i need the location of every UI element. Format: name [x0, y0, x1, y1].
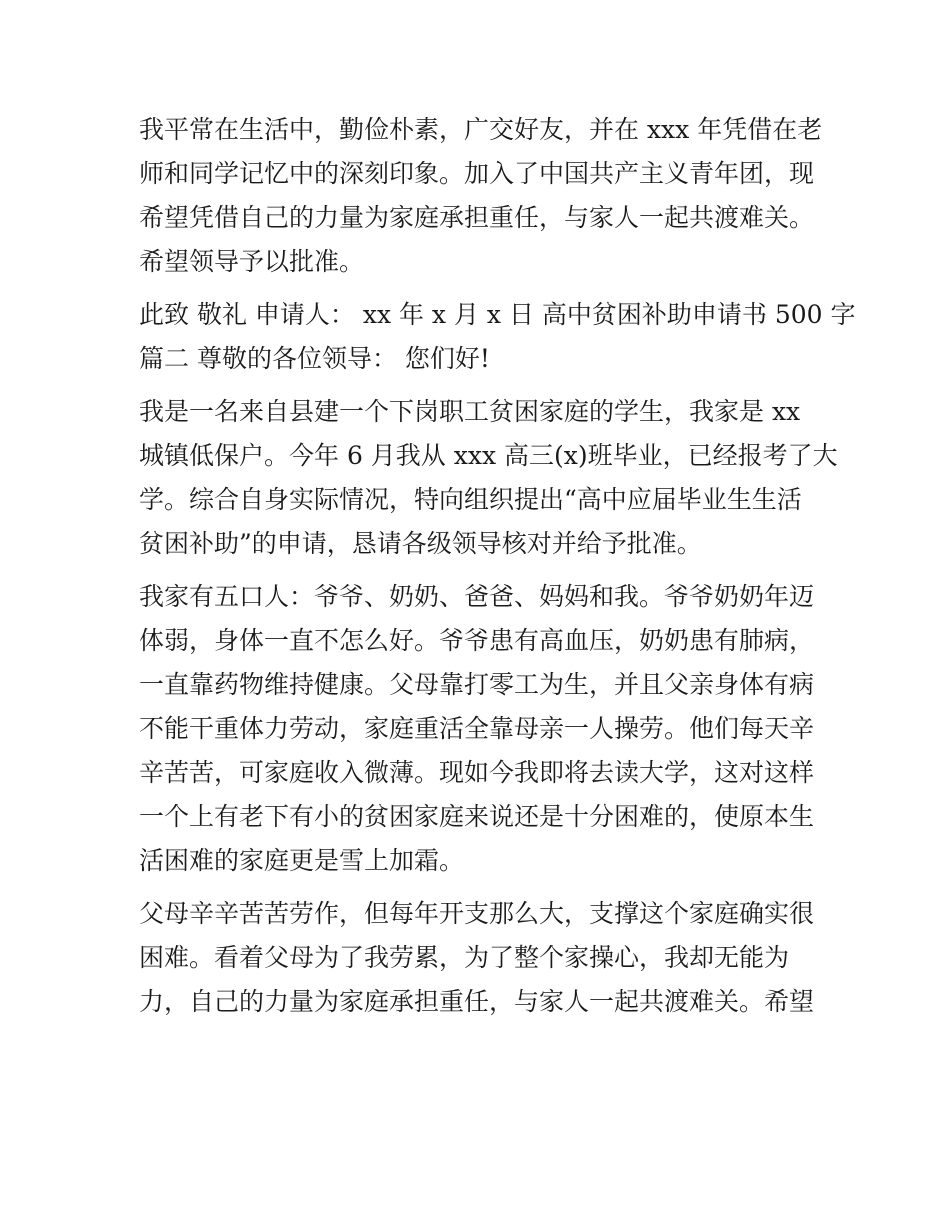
- paragraph-2: [139, 293, 856, 381]
- paragraph-line: 我家有五口人：爷爷、奶奶、爸爸、妈妈和我。爷爷奶奶年迈: [139, 582, 815, 611]
- paragraph-line: 城镇低保户。今年 6 月我从 xxx 高三(x)班毕业，已经报考了大: [139, 441, 838, 470]
- paragraph-line: 贫困补助”的申请，恳请各级领导核对并给予批准。: [139, 529, 702, 558]
- paragraph-line: 学。综合自身实际情况，特向组织提出“高中应届毕业生生活: [139, 485, 802, 514]
- paragraph-3: [139, 390, 838, 566]
- paragraph-line: 不能干重体力劳动，家庭重活全靠母亲一人操劳。他们每天辛: [139, 714, 815, 743]
- paragraph-line: 体弱，身体一直不怎么好。爷爷患有高血压，奶奶患有肺病，: [139, 626, 815, 655]
- paragraph-line: 辛苦苦，可家庭收入微薄。现如今我即将去读大学，这对这样: [139, 758, 815, 787]
- paragraph-line: 一个上有老下有小的贫困家庭来说还是十分困难的，使原本生: [139, 802, 815, 831]
- paragraph-line: 活困难的家庭更是雪上加霜。: [139, 846, 465, 875]
- document-body: [139, 108, 856, 1024]
- paragraph-line: 一直靠药物维持健康。父母靠打零工为生，并且父亲身体有病: [139, 670, 815, 699]
- paragraph-4: [139, 575, 819, 883]
- paragraph-5: [139, 892, 819, 1024]
- paragraph-line: 父母辛辛苦苦劳作，但每年开支那么大，支撑这个家庭确实很: [139, 899, 815, 928]
- paragraph-line: 希望领导予以批准。: [139, 247, 365, 276]
- paragraph-line: 此致 敬礼 申请人： xx 年 x 月 x 日 高中贫困补助申请书 500 字: [139, 300, 856, 329]
- paragraph-line: 困难。看着父母为了我劳累，为了整个家操心，我却无能为: [139, 943, 790, 972]
- paragraph-line: 篇二 尊敬的各位领导： 您们好!: [139, 344, 490, 373]
- paragraph-line: 师和同学记忆中的深刻印象。加入了中国共产主义青年团，现: [139, 159, 815, 188]
- paragraph-line: 我是一名来自县建一个下岗职工贫困家庭的学生，我家是 xx: [139, 397, 801, 426]
- paragraph-line: 我平常在生活中，勤俭朴素，广交好友，并在 xxx 年凭借在老: [139, 115, 823, 144]
- paragraph-1: [139, 108, 823, 284]
- paragraph-line: 希望凭借自己的力量为家庭承担重任，与家人一起共渡难关。: [139, 203, 815, 232]
- paragraph-line: 力，自己的力量为家庭承担重任，与家人一起共渡难关。希望: [139, 987, 815, 1016]
